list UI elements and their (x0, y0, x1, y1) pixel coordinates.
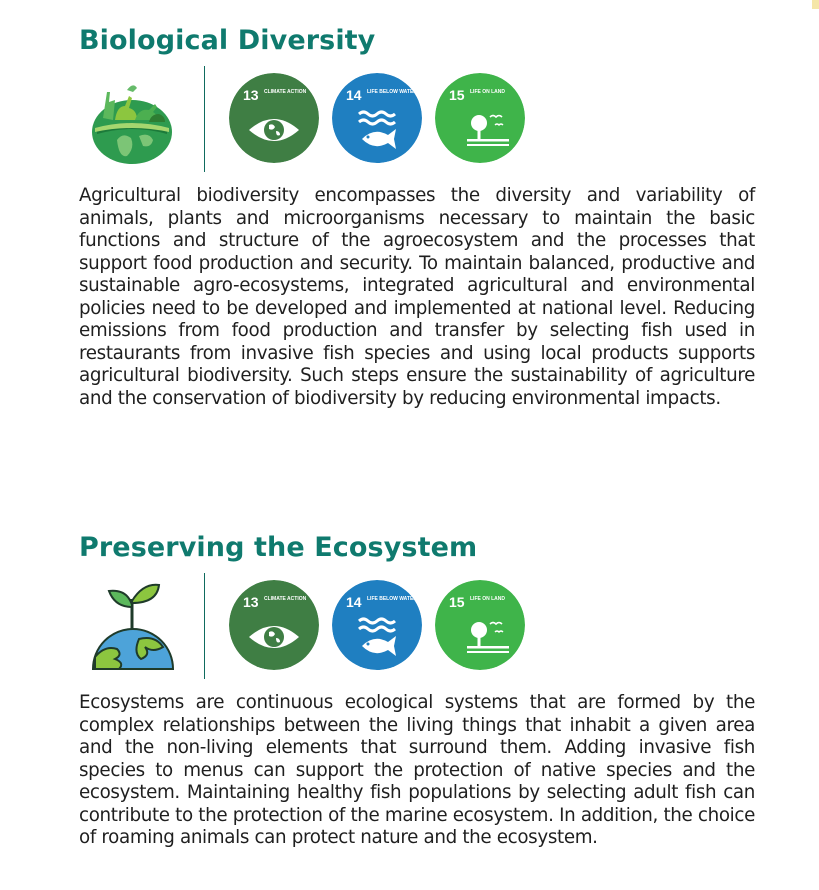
sdg-15-life-on-land-icon: 15 LIFE ON LAND (435, 580, 525, 670)
section-title: Preserving the Ecosystem (79, 532, 478, 563)
section-body: Agricultural biodiversity encompasses the diversity and variability of animals, plants and microorganisms necessary to maintain the basic functions and structure of the agroecosystem and the processes that support food production and security. To maintain balanced, productive and sustainable agro-ecosystems, integrated agricultural and environmental policies need to be developed and implemented at national level. Reducing emissions from food production and transfer by selecting fish used in restaurants from invasive fish species and using local products supports agricultural biodiversity. Such steps ensure the sustainability of agriculture and the conservation of biodiversity by reducing environmental impacts. (79, 185, 755, 409)
sdg-13-climate-action-icon: 13 CLIMATE ACTION (229, 73, 319, 163)
divider (204, 573, 205, 679)
divider (204, 66, 205, 172)
sdg-14-life-below-water-icon: 14 LIFE BELOW WATER (332, 580, 422, 670)
sdg-15-life-on-land-icon: 15 LIFE ON LAND (435, 73, 525, 163)
icon-row (79, 66, 755, 172)
sdg-13-climate-action-icon: 13 CLIMATE ACTION (229, 580, 319, 670)
corner-accent (812, 0, 819, 9)
section-title: Biological Diversity (79, 25, 376, 56)
icon-row (79, 573, 755, 679)
section-preserving-ecosystem (79, 529, 755, 850)
sdg-14-life-below-water-icon: 14 LIFE BELOW WATER (332, 73, 422, 163)
sprout-globe-icon (87, 577, 177, 673)
animals-globe-icon (87, 70, 177, 166)
section-biological-diversity (79, 22, 755, 410)
section-body: Ecosystems are continuous ecological systems that are formed by the complex relationships between the living things that inhabit a given area and the non-living elements that surround them. Adding invasive fish species to menus can support the protection of native species and the ecosystem. Maintaining healthy fish populations by selecting adult fish can contribute to the protection of the marine ecosystem. In addition, the choice of roaming animals can protect nature and the ecosystem. (79, 692, 755, 848)
